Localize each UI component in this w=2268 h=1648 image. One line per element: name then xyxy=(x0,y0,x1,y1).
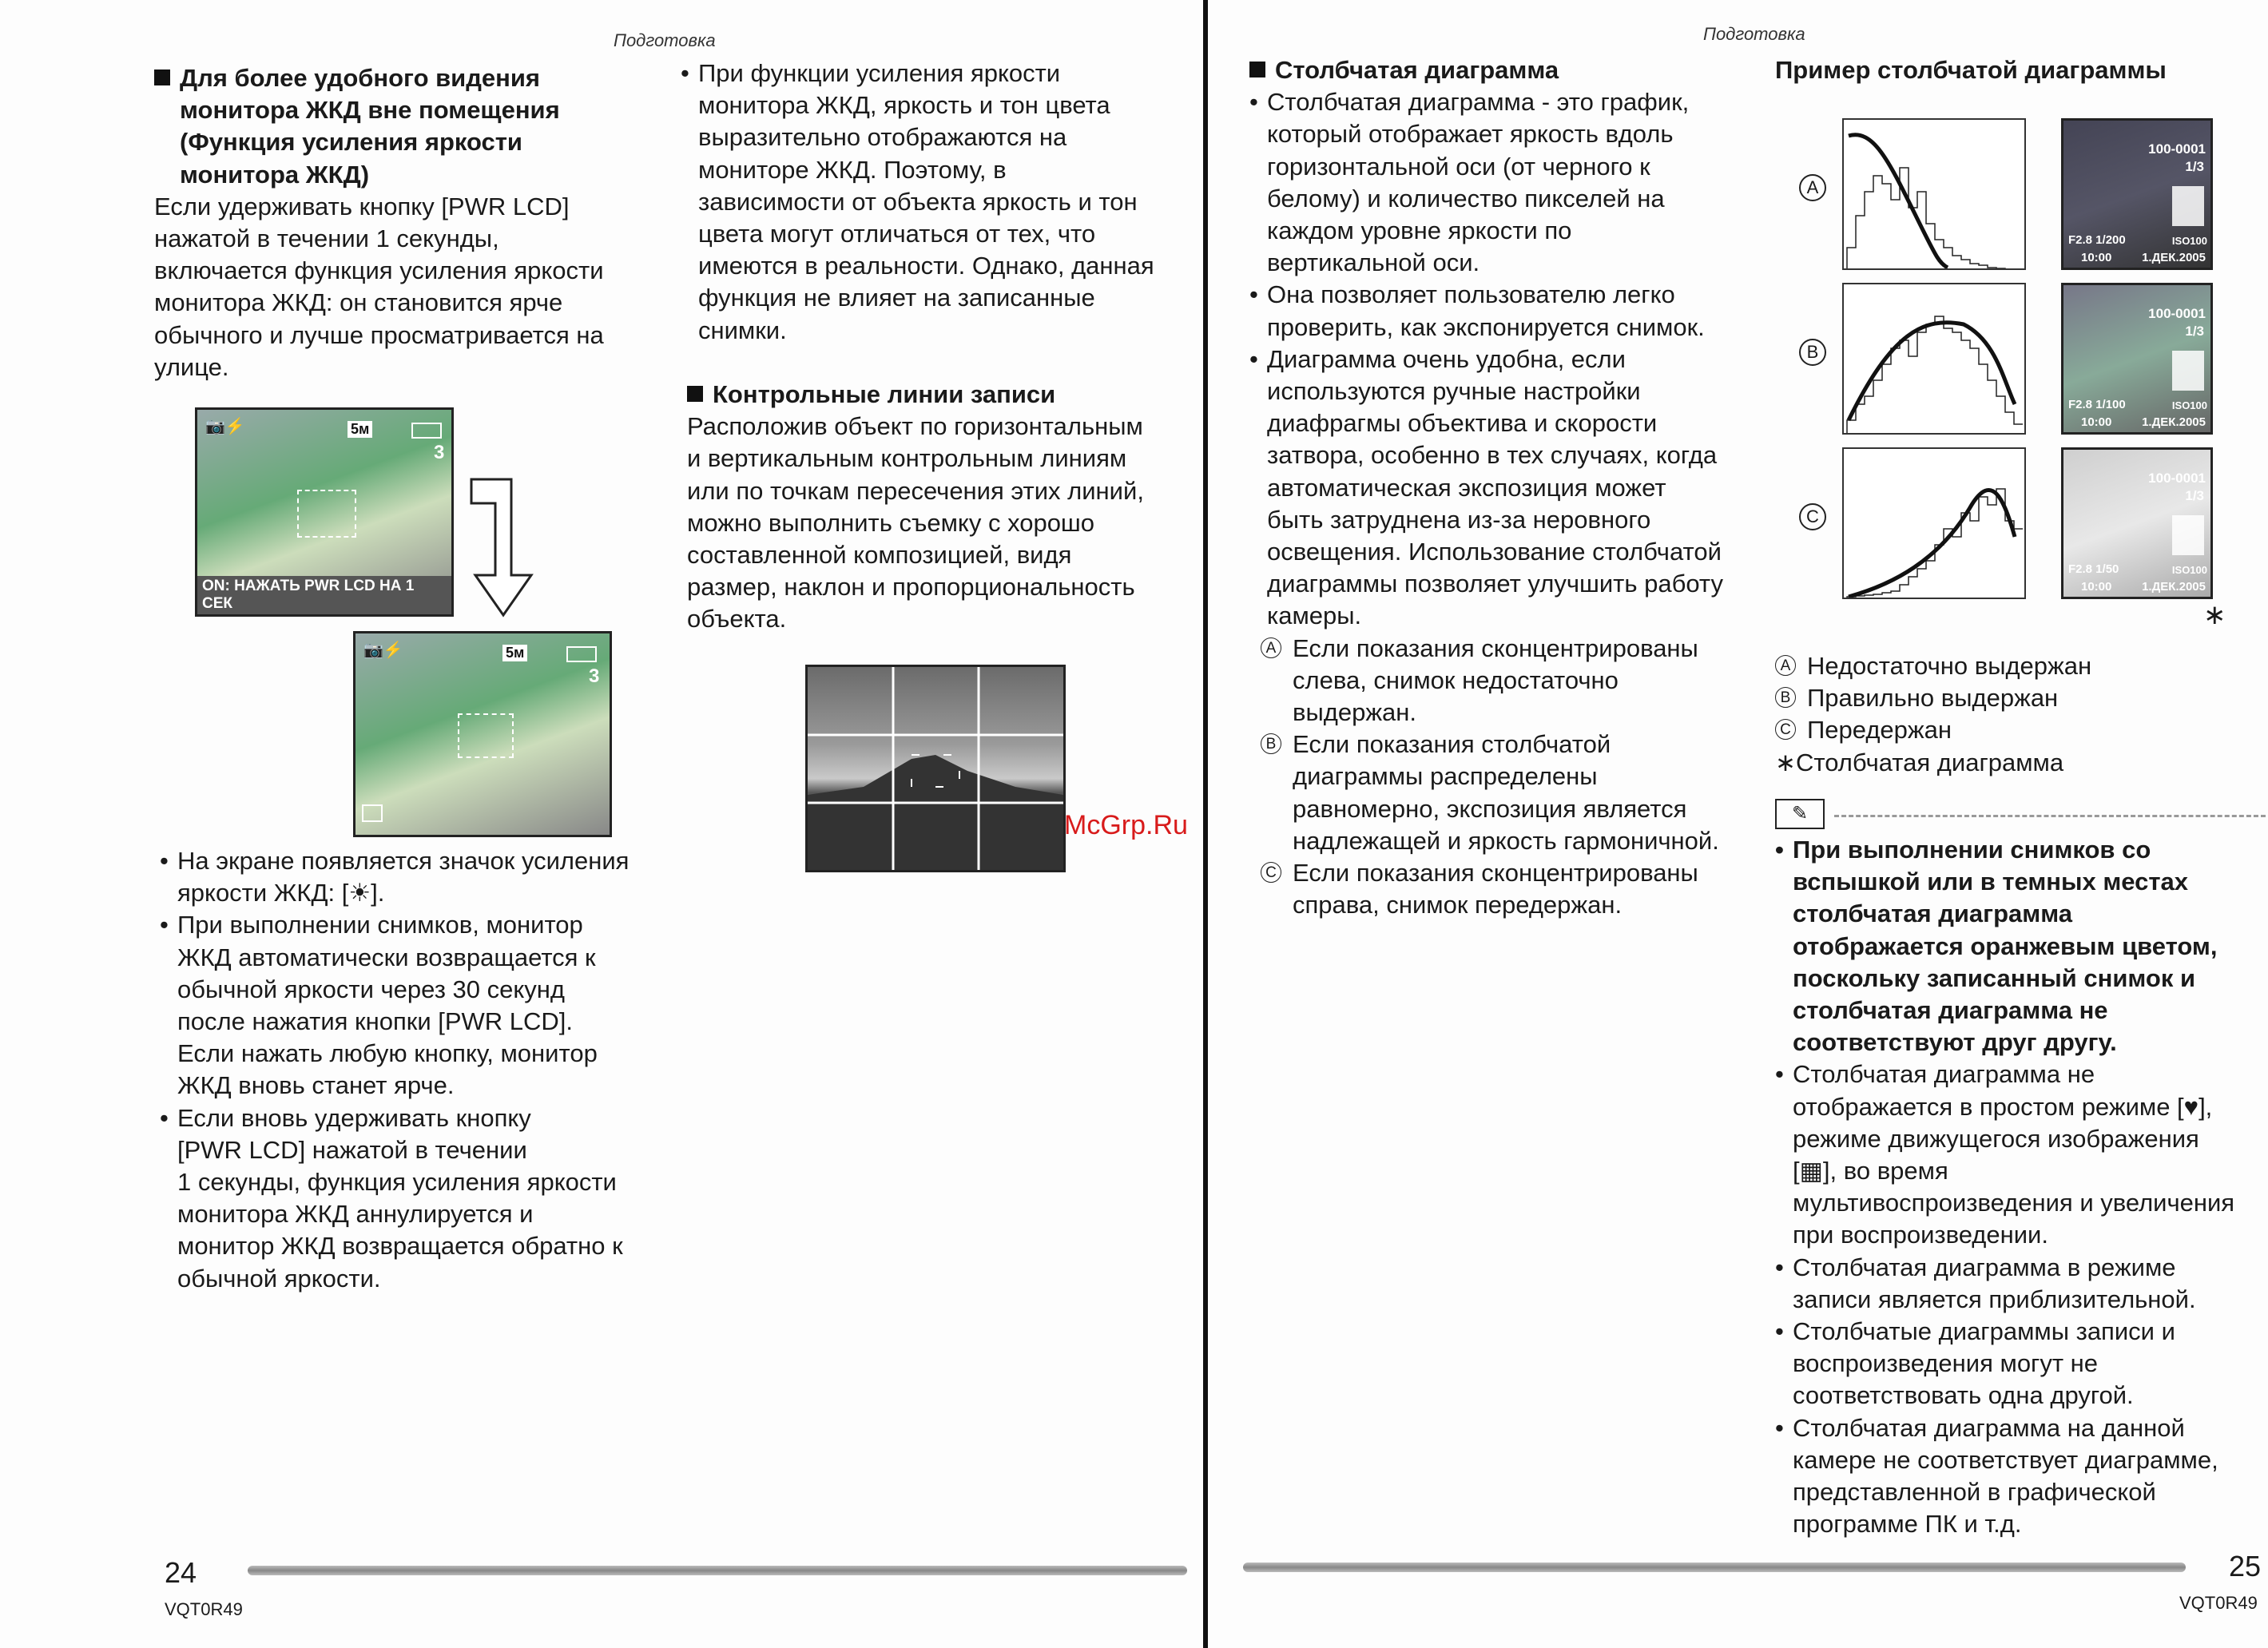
square-bullet-icon xyxy=(687,386,703,402)
histogram-graph xyxy=(1844,120,2024,268)
histogram-graph xyxy=(1844,449,2024,598)
camera-mode-icon: 📷⚡ xyxy=(205,418,245,435)
circled-c-icon: C xyxy=(1261,862,1281,883)
file-number: 100-0001 xyxy=(2148,141,2206,157)
note-block xyxy=(1775,834,2262,1540)
section-guide-lines xyxy=(687,379,1198,636)
time-info: 10:00 xyxy=(2081,415,2112,429)
section-heading: Для более удобного видения монитора ЖКД вне помещения (Функция усиления яркости монитора ЖКД) xyxy=(154,62,649,191)
time-info: 10:00 xyxy=(2081,251,2112,264)
circled-c-icon: C xyxy=(1775,719,1796,740)
exposure-info: F2.8 1/50 xyxy=(2068,562,2119,576)
section-body: Если удерживать кнопку [PWR LCD] нажатой в течении 1 секунды, включается функция усиления яркости монитора ЖКД: он становится ярче обычного и лучше просматривается на улице. xyxy=(154,192,604,381)
note-divider xyxy=(1834,815,2266,817)
note-icon: ✎ xyxy=(1775,799,1825,829)
battery-icon xyxy=(566,646,597,662)
watermark: McGrp.Ru xyxy=(1064,810,1188,840)
playback-screen xyxy=(2061,447,2213,599)
sub-item-b: B Если показания столбчатой диаграммы распределены равномерно, экспозиция является надлежащей и яркость гармоничной. xyxy=(1261,729,1761,857)
lcd-screen-before xyxy=(195,407,454,617)
iso-info: ISO100 xyxy=(2171,399,2207,411)
battery-icon xyxy=(411,423,442,439)
bullet-item: • На экране появляется значок усиления яркости ЖКД: [☀]. xyxy=(160,845,655,909)
histogram-graph xyxy=(1844,284,2024,433)
bullet-item: • При функции усиления яркости монитора ЖКД, яркость и тон цвета выразительно отображаются на мониторе ЖКД. Поэтому, в зависимости от объекта яркость и тон цвета могут отличаться от тех, что имеются в реальности. Однако, данная функция не влияет на записанные снимки. xyxy=(681,58,1192,347)
picture-size-label: 5м xyxy=(502,645,527,661)
mountain-silhouette xyxy=(808,667,1063,870)
section-body xyxy=(1249,86,1761,921)
section-body: Расположив объект по горизонтальным и вертикальным контрольным линиям или по точкам пересечения этих линий, можно выполнить съемку с хорошо составленной композицией, видя размер, наклон и пропорциональность объекта. xyxy=(687,412,1144,633)
lcd-boost-bullets xyxy=(160,845,655,1295)
histogram-plot xyxy=(1842,118,2026,270)
section-heading: Контрольные линии записи xyxy=(687,379,1198,411)
right-page-header: Подготовка xyxy=(1703,24,1805,44)
histogram-thumbnail xyxy=(2172,351,2204,391)
bullet-item: • Столбчатая диаграмма на данной камере не соответствует диаграмме, представленной в графической программе ПК и т.д. xyxy=(1775,1412,2262,1541)
asterisk-icon: ∗ xyxy=(1775,748,1796,776)
playback-screen xyxy=(2061,283,2213,435)
date-info: 1.ДЕК.2005 xyxy=(2142,415,2206,429)
section-histogram xyxy=(1249,54,1761,921)
lcd-boost-icon xyxy=(362,804,383,822)
camera-mode-icon: 📷⚡ xyxy=(363,641,403,659)
histogram-thumbnail xyxy=(2172,186,2204,226)
circled-a-icon: A xyxy=(1775,655,1796,676)
example-title: Пример столбчатой диаграммы xyxy=(1775,56,2167,84)
iso-info: ISO100 xyxy=(2171,564,2207,576)
legend-item: ∗Столбчатая диаграмма xyxy=(1775,748,2064,776)
doc-code-left: VQT0R49 xyxy=(165,1599,243,1619)
left-page-header: Подготовка xyxy=(614,30,716,50)
shots-remaining: 3 xyxy=(434,442,445,463)
square-bullet-icon xyxy=(1249,62,1265,77)
histogram-label-a: A xyxy=(1799,174,1826,201)
focus-frame xyxy=(297,490,356,538)
square-bullet-icon xyxy=(154,69,170,85)
bullet-item: • Если вновь удерживать кнопку [PWR LCD] нажатой в течении 1 секунды, функция усиления яркости монитора ЖКД аннулируется и монитор ЖКД возвращается обратно к обычной яркости. xyxy=(160,1102,655,1295)
right-footer-rule xyxy=(1243,1563,2186,1572)
time-info: 10:00 xyxy=(2081,580,2112,594)
histogram-label-c: C xyxy=(1799,503,1826,530)
bullet-item: • Столбчатая диаграмма в режиме записи является приблизительной. xyxy=(1775,1252,2262,1316)
histogram-asterisk: ∗ xyxy=(2203,600,2226,630)
file-number: 100-0001 xyxy=(2148,471,2206,486)
exposure-info: F2.8 1/200 xyxy=(2068,233,2126,247)
circled-b-icon: B xyxy=(1775,687,1796,708)
picture-size-label: 5м xyxy=(348,421,372,438)
histogram-thumbnail xyxy=(2172,515,2204,555)
histogram-plot xyxy=(1842,283,2026,435)
bullet-item: • Столбчатые диаграммы записи и воспроизведения могут не соответствовать одна другой. xyxy=(1775,1316,2262,1412)
legend-item: A Недостаточно выдержан xyxy=(1775,650,2238,682)
bullet-item: • Она позволяет пользователю легко проверить, как экспонируется снимок. xyxy=(1249,279,1761,343)
date-info: 1.ДЕК.2005 xyxy=(2142,251,2206,264)
lcd-boost-banner: ON: НАЖАТЬ PWR LCD НА 1 СЕК xyxy=(197,576,451,614)
sub-item-a: A Если показания сконцентрированы слева, снимок недостаточно выдержан. xyxy=(1261,633,1761,729)
sub-item-c: C Если показания сконцентрированы справа, снимок передержан. xyxy=(1261,857,1761,921)
histogram-label-b: B xyxy=(1799,339,1826,366)
frame-fraction: 1/3 xyxy=(2185,488,2204,503)
frame-fraction: 1/3 xyxy=(2185,324,2204,339)
page-number-right: 25 xyxy=(2229,1550,2262,1582)
date-info: 1.ДЕК.2005 xyxy=(2142,580,2206,594)
iso-info: ISO100 xyxy=(2171,235,2207,247)
legend-item: C Передержан xyxy=(1775,714,2238,746)
circled-a-icon: A xyxy=(1261,637,1281,658)
page-number-left: 24 xyxy=(165,1556,197,1589)
histogram-legend xyxy=(1775,650,2238,779)
left-footer-rule xyxy=(248,1566,1187,1575)
bullet-item: • Диаграмма очень удобна, если используются ручные настройки диафрагмы объектива и скорости затвора, особенно в тех случаях, когда автоматическая экспозиция может быть затруднена из-за неровного освещения. Использование столбчатой диаграммы позволяет улучшить работу камеры. xyxy=(1249,343,1761,633)
bullet-item: • Столбчатая диаграмма - это график, который отображает яркость вдоль горизонтальной оси (от черного к белому) и количество пикселей на каждом уровне яркости по вертикальной оси. xyxy=(1249,86,1761,279)
histogram-examples xyxy=(1793,118,2240,614)
doc-code-right: VQT0R49 xyxy=(2179,1593,2258,1613)
note-bold-item: • При выполнении снимков со вспышкой или в темных местах столбчатая диаграмма отображается оранжевым цветом, поскольку записанный снимок и столбчатая диаграмма не соответствуют друг другу. xyxy=(1775,834,2262,1058)
frame-fraction: 1/3 xyxy=(2185,159,2204,174)
page-spine xyxy=(1203,0,1208,1648)
lcd-screen-after xyxy=(353,631,612,837)
section-heading: Столбчатая диаграмма xyxy=(1249,54,1761,86)
playback-screen xyxy=(2061,118,2213,270)
down-arrow-icon xyxy=(463,471,543,623)
guide-lines-photo xyxy=(805,665,1066,872)
bullet-item: • При выполнении снимков, монитор ЖКД автоматически возвращается к обычной яркости через 30 секунд после нажатия кнопки [PWR LCD]. Если нажать любую кнопку, монитор ЖКД вновь станет ярче. xyxy=(160,909,655,1102)
histogram-plot xyxy=(1842,447,2026,599)
exposure-info: F2.8 1/100 xyxy=(2068,398,2126,411)
focus-frame xyxy=(458,713,514,758)
legend-item: B Правильно выдержан xyxy=(1775,682,2238,714)
lcd-boost-note xyxy=(681,58,1192,347)
shots-remaining: 3 xyxy=(589,665,600,687)
bullet-item: • Столбчатая диаграмма не отображается в простом режиме [♥], режиме движущегося изображения [▦], во время мультивоспроизведения и увеличения при воспроизведении. xyxy=(1775,1058,2262,1251)
circled-b-icon: B xyxy=(1261,733,1281,754)
file-number: 100-0001 xyxy=(2148,306,2206,321)
section-lcd-boost xyxy=(154,62,649,383)
